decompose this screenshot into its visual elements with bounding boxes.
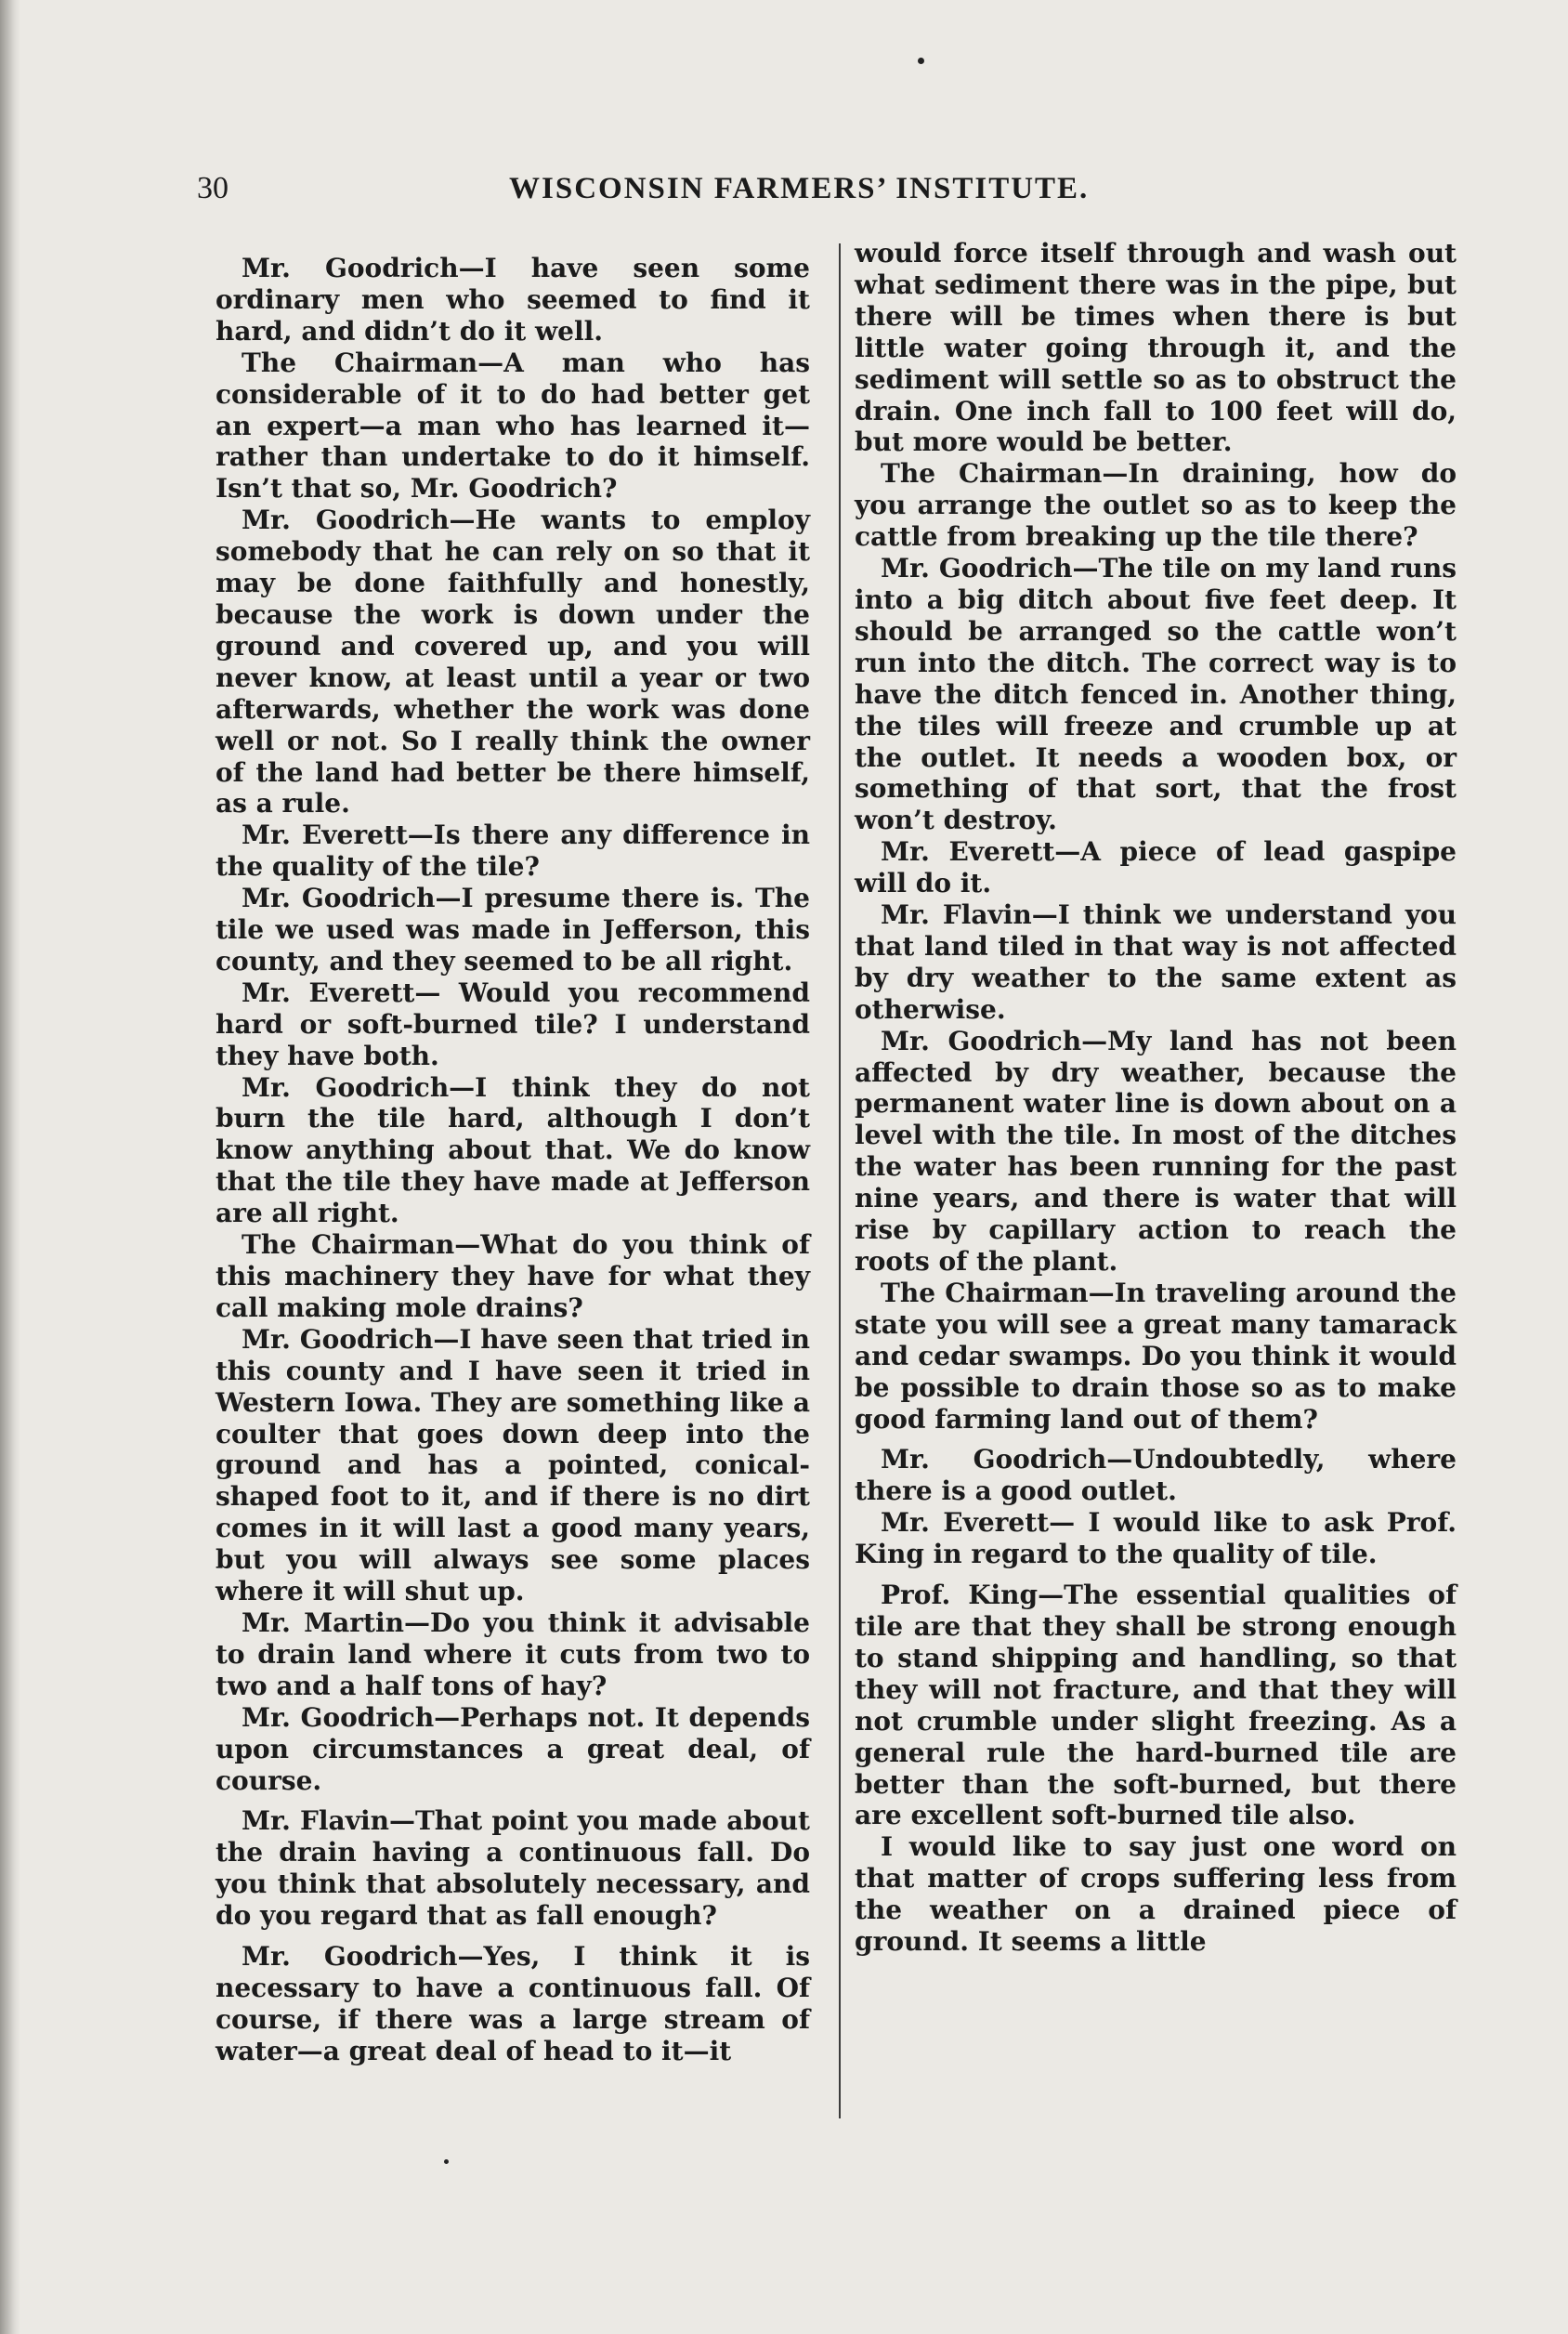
print-speck [444,2159,449,2164]
paragraph: The Chairman—A man who has considerable of it to do had better get an expert—a man who has learned it—rather than undertake to do it himself. Isn’t that so, Mr. Goodrich? [216,347,810,505]
paragraph: Prof. King—The essential qualities of tile are that they shall be strong enough to stand shipping and handling, so that they will not fracture, and that they will not crumble under slight freezing. As a general rule the hard-burned tile are better than the soft-burned, but there are excellent soft-burned tile also. [855,1580,1457,1831]
print-speck [918,58,924,64]
running-head-title: WISCONSIN FARMERS’ INSTITUTE. [509,172,1090,205]
paragraph: I would like to say just one word on that matter of crops suffering less from the weather on a drained piece of ground. It seems a little [855,1831,1457,1958]
paragraph: Mr. Goodrich—I think they do not burn the tile hard, although I don’t know anything about that. We do know that the tile they have made at Jefferson are all right. [216,1071,810,1229]
paragraph: The Chairman—In traveling around the state you will see a great many tamarack and cedar swamps. Do you think it would be possible to drain those so as to make good farming land out of them? [855,1277,1457,1435]
left-column [216,253,810,2067]
paragraph: The Chairman—What do you think of this machinery they have for what they call making mole drains? [216,1229,810,1323]
paragraph: Mr. Goodrich—Undoubtedly, where there is a good outlet. [855,1444,1457,1507]
paragraph: Mr. Martin—Do you think it advisable to drain land where it cuts from two to two and a half tons of hay? [216,1606,810,1701]
paragraph: Mr. Goodrich—He wants to employ somebody that he can rely on so that it may be done faithfully and honestly, because the work is down under the ground and covered up, and you will never know, at least until a year or two afterwards, whether the work was done well or not. So I really think the owner of the land had better be there himself, as a rule. [216,505,810,820]
paragraph: Mr. Everett— I would like to ask Prof. King in regard to the quality of tile. [855,1507,1457,1570]
paragraph: Mr. Flavin—I think we understand you that land tiled in that way is not affected by dry weather to the same extent as otherwise. [855,899,1457,1025]
paragraph-continuation: would force itself through and wash out what sediment there was in the pipe, but there will be times when there is but little water going through it, and the sediment will settle so as to obstruct the drain. One inch fall to 100 feet will do, but more would be better. [855,238,1457,458]
paragraph: Mr. Everett—Is there any difference in the quality of the tile? [216,820,810,883]
paragraph: Mr. Goodrich—The tile on my land runs into a big ditch about five feet deep. It should be arranged so the cattle won’t run into the ditch. The correct way is to have the ditch fenced in. Another thing, the tiles will freeze and crumble up at the outlet. It needs a wooden box, or something of that sort, that the frost won’t destroy. [855,553,1457,836]
page-gutter-shadow [0,0,20,2334]
paragraph: Mr. Goodrich—Perhaps not. It depends upon circumstances a great deal, of course. [216,1701,810,1796]
paragraph: Mr. Everett—A piece of lead gaspipe will do it. [855,836,1457,899]
paragraph: Mr. Goodrich—I presume there is. The tile we used was made in Jefferson, this county, and they seemed to be all right. [216,883,810,977]
page-number: 30 [197,171,229,205]
column-divider [839,243,841,2118]
paragraph: Mr. Goodrich—I have seen some ordinary men who seemed to find it hard, and didn’t do it well. [216,253,810,347]
paragraph: Mr. Goodrich—I have seen that tried in this county and I have seen it tried in Western Iowa. They are something like a coulter that goes down deep into the ground and has a pointed, conical-shaped foot to it, and if there is no dirt comes in it will last a good many years, but you will always see some places where it will shut up. [216,1323,810,1607]
paragraph: Mr. Everett— Would you recommend hard or soft-burned tile? I understand they have both. [216,977,810,1071]
paragraph: Mr. Flavin—That point you made about the drain having a continuous fall. Do you think that absolutely necessary, and do you regard that as fall enough? [216,1805,810,1932]
paragraph: The Chairman—In draining, how do you arrange the outlet so as to keep the cattle from breaking up the tile there? [855,458,1457,553]
page-header [0,165,1568,212]
right-column [855,238,1457,1958]
paragraph: Mr. Goodrich—My land has not been affected by dry weather, because the permanent water line is down about on a level with the tile. In most of the ditches the water has been running for the past nine years, and there is water that will rise by capillary action to reach the roots of the plant. [855,1025,1457,1277]
paragraph: Mr. Goodrich—Yes, I think it is necessary to have a continuous fall. Of course, if there was a large stream of water—a great deal of head to it—it [216,1941,810,2066]
